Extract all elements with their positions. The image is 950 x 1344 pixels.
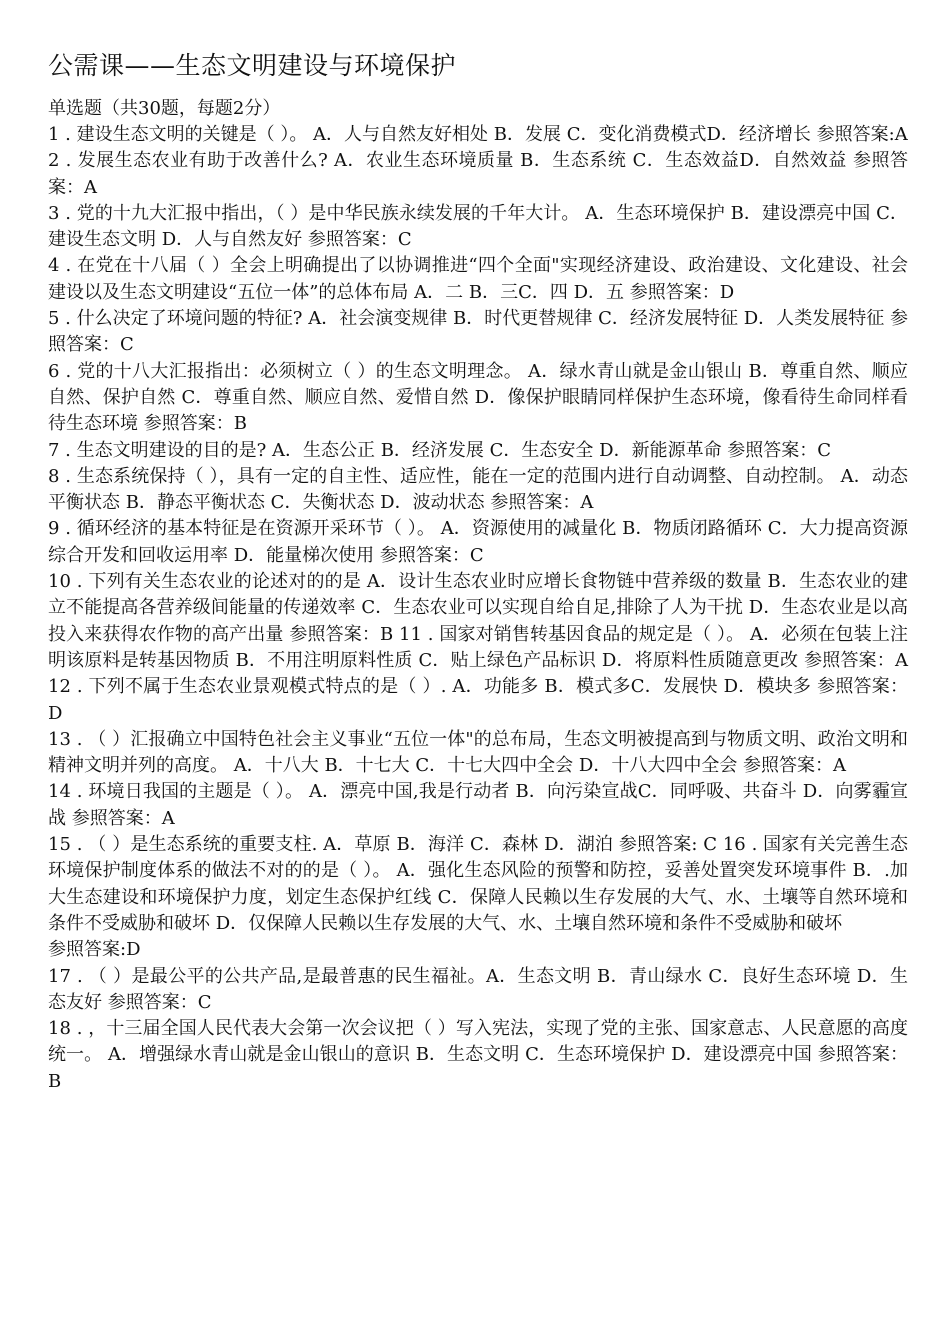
question-paragraph: 2 . 发展生态农业有助于改善什么? A．农业生态环境质量 B．生态系统 C．生态效益D．自然效益 参照答案：A [48, 150, 908, 198]
answer-line: 参照答案:D [48, 939, 141, 961]
question-paragraph: 8 . 生态系统保持（ ），具有一定的自主性、适应性，能在一定的范围内进行自动调整、自动控制。 A．动态平衡状态 B．静态平衡状态 C．失衡状态 D．波动状态 参照答案：A [48, 465, 908, 514]
document-page [48, 48, 908, 1095]
question-paragraph: 17 . （ ）是最公平的公共产品,是最普惠的民生福祉。A．生态文明 B．青山绿水 C．良好生态环境 D．生态友好 参照答案：C [48, 965, 908, 1013]
section-heading: 单选题（共30题，每题2分） [48, 98, 281, 119]
question-paragraph: 10 . 下列有关生态农业的论述对的的是 A．设计生态农业时应增长食物链中营养级的数量 B．生态农业的建立不能提高各营养级间能量的传递效率 C．生态农业可以实现自给自足,排除了人为干扰 D．生态农业是以高投入来获得农作物的高产出量 参照答案：B 11 . 国家对销售转基因食品的规定是（ ）。 A．必须在包装上注明该原料是转基因物质 B．不用注明原料性质 C．贴上绿色产品标识 D．将原料性质随意更改 参照答案：A 12 . 下列不属于生态农业景观模式特点的是（ ）. A．功能多 B．模式多C．发展快 D．模块多 参照答案：D [48, 571, 908, 724]
document-title: 公需课——生态文明建设与环境保护 [48, 51, 457, 80]
question-paragraph: 6 . 党的十八大汇报指出：必须树立（ ）的生态文明理念。 A．绿水青山就是金山银山 B．尊重自然、顺应自然、保护自然 C．尊重自然、顺应自然、爱惜自然 D．像保护眼睛同样保护生态环境，像看待生命同样看待生态环境 参照答案：B [48, 360, 908, 435]
question-paragraph: 7 . 生态文明建设的目的是? A．生态公正 B．经济发展 C．生态安全 D．新能源革命 参照答案：C [48, 439, 832, 461]
question-paragraph: 4 . 在党在十八届（ ）全会上明确提出了以协调推进“四个全面"实现经济建设、政治建设、文化建设、社会建设以及生态文明建设“五位一体”的总体布局 A．二 B．三C．四 D．五 参照答案：D [48, 255, 908, 303]
question-paragraph: 18 . ，十三届全国人民代表大会第一次会议把（ ）写入宪法，实现了党的主张、国家意志、人民意愿的高度统一。 A．增强绿水青山就是金山银山的意识 B．生态文明 C．生态环境保护 D．建设漂亮中国 参照答案：B [48, 1018, 908, 1092]
question-body [48, 122, 908, 1095]
question-paragraph: 14 . 环境日我国的主题是（ ）。 A．漂亮中国,我是行动者 B．向污染宣战C．同呼吸、共奋斗 D．向雾霾宣战 参照答案：A [48, 781, 908, 829]
question-paragraph: 5 . 什么决定了环境问题的特征? A．社会演变规律 B．时代更替规律 C．经济发展特征 D．人类发展特征 参照答案：C [48, 308, 908, 356]
question-paragraph: 9 . 循环经济的基本特征是在资源开采环节（ ）。 A．资源使用的减量化 B．物质闭路循环 C．大力提高资源综合开发和回收运用率 D．能量梯次使用 参照答案：C [48, 518, 908, 566]
question-paragraph: 3 . 党的十九大汇报中指出，（ ）是中华民族永续发展的千年大计。 A．生态环境保护 B．建设漂亮中国 C．建设生态文明 D．人与自然友好 参照答案：C [48, 202, 908, 251]
question-paragraph: 13 . （ ）汇报确立中国特色社会主义事业“五位一体"的总布局，生态文明被提高到与物质文明、政治文明和精神文明并列的高度。 A．十八大 B．十七大 C．十七大四中全会 D．十八大四中全会 参照答案：A [48, 728, 908, 777]
question-paragraph: 15 . （ ）是生态系统的重要支柱. A．草原 B．海洋 C．森林 D．湖泊 参照答案: C 16 . 国家有关完善生态环境保护制度体系的做法不对的的是（ ）。 A．强化生态风险的预警和防控，妥善处置突发环境事件 B．.加大生态建设和环境保护力度，划定生态保护红线 C．保障人民赖以生存发展的大气、水、土壤等自然环境和条件不受威胁和破坏 D．仅保障人民赖以生存发展的大气、水、土壤自然环境和条件不受威胁和破坏 [48, 834, 908, 934]
question-paragraph: 1 . 建设生态文明的关键是（ ）。 A．人与自然友好相处 B．发展 C．变化消费模式D．经济增长 参照答案:A [48, 124, 908, 145]
